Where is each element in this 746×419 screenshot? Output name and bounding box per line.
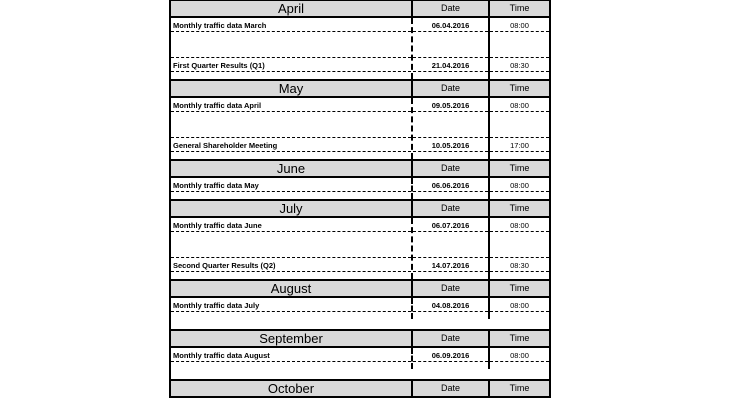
month-header [171,81,549,98]
event-date-column [413,18,490,79]
event-date-column [413,298,490,319]
event-date: 06.09.2016 [413,348,488,362]
date-column-header: Date [413,1,490,16]
event-date: 04.08.2016 [413,298,488,312]
month-events [171,18,549,79]
event-title: Second Quarter Results (Q2) [171,258,411,272]
event-title-column [171,218,413,279]
event-title: First Quarter Results (Q1) [171,58,411,72]
event-title: Monthly traffic data June [171,218,411,232]
event-time: 08:00 [490,178,549,192]
event-time-column [490,218,549,279]
date-column-header: Date [413,201,490,216]
event-time: 08:00 [490,218,549,232]
time-column-header: Time [509,163,530,173]
month-header [171,281,549,298]
event-date: 06.04.2016 [413,18,488,32]
date-column-header: Date [413,281,490,296]
month-header [171,381,549,398]
month-section-july [171,199,549,279]
month-section-august [171,279,549,329]
event-date-column [413,218,490,279]
month-header [171,161,549,178]
date-column-header: Date [413,331,490,346]
month-name: October [171,381,413,396]
month-section-may [171,79,549,159]
event-date: 06.07.2016 [413,218,488,232]
event-title-column [171,348,413,369]
event-time: 08:00 [490,348,549,362]
event-time: 08:30 [490,58,549,72]
month-events [171,98,549,159]
event-date: 10.05.2016 [413,138,488,152]
month-section-june [171,159,549,199]
event-date-column [413,348,490,369]
event-title: Monthly traffic data March [171,18,411,32]
event-date: 09.05.2016 [413,98,488,112]
month-name: September [171,331,413,346]
month-section-april [171,0,549,79]
month-events [171,298,549,319]
month-header [171,331,549,348]
event-title-column [171,178,413,199]
month-name: June [171,161,413,176]
month-section-september [171,329,549,379]
date-column-header: Date [413,81,490,96]
event-time-column [490,348,549,369]
event-title: General Shareholder Meeting [171,138,411,152]
event-title: Monthly traffic data August [171,348,411,362]
event-time: 17:00 [490,138,549,152]
event-time: 08:00 [490,18,549,32]
event-title: Monthly traffic data April [171,98,411,112]
date-column-header: Date [413,381,490,396]
event-date: 14.07.2016 [413,258,488,272]
event-time: 08:30 [490,258,549,272]
month-name: May [171,81,413,96]
time-column-header: Time [509,333,530,343]
month-section-october [171,379,549,398]
event-date: 06.06.2016 [413,178,488,192]
date-column-header: Date [413,161,490,176]
event-time-column [490,98,549,159]
event-title: Monthly traffic data May [171,178,411,192]
event-title-column [171,98,413,159]
event-date-column [413,98,490,159]
event-title: Monthly traffic data July [171,298,411,312]
month-header [171,201,549,218]
time-column-header: Time [509,83,530,93]
time-column-header: Time [509,3,530,13]
month-header [171,1,549,18]
month-name: August [171,281,413,296]
month-events [171,178,549,199]
financial-calendar-table [169,0,551,398]
time-column-header: Time [509,383,530,393]
event-time-column [490,178,549,199]
event-time-column [490,18,549,79]
event-time-column [490,298,549,319]
month-events [171,348,549,369]
event-time: 08:00 [490,298,549,312]
month-events [171,218,549,279]
time-column-header: Time [509,203,530,213]
event-date: 21.04.2016 [413,58,488,72]
month-name: April [171,1,413,16]
month-name: July [171,201,413,216]
event-time: 08:00 [490,98,549,112]
time-column-header: Time [509,283,530,293]
event-title-column [171,18,413,79]
event-date-column [413,178,490,199]
event-title-column [171,298,413,319]
